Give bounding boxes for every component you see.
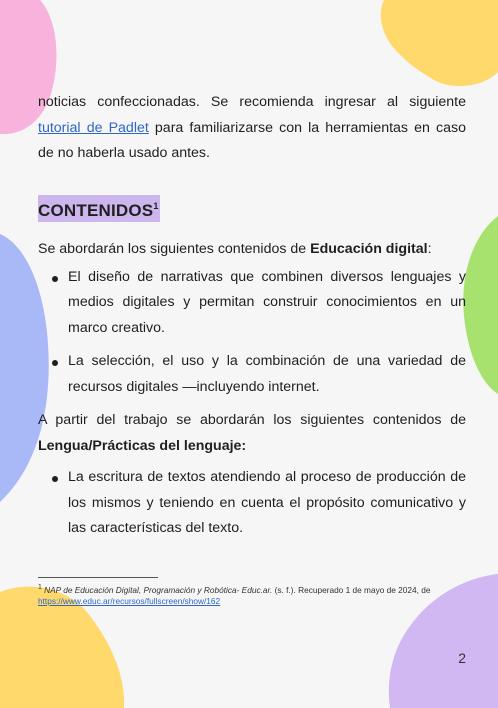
paragraph-padlet [38, 90, 466, 167]
bullet-icon [52, 276, 58, 282]
footnote-divider [38, 577, 158, 578]
section-heading-contenidos [38, 195, 160, 222]
list-item-text: El diseño de narrativas que combinen diversos lenguajes y medios digitales y permitan construir conocimientos en un marco creativo. [68, 268, 466, 336]
document-body [38, 90, 466, 542]
paragraph-text: A partir del trabajo se abordarán los siguientes contenidos de [38, 412, 466, 428]
footnote [38, 582, 466, 607]
footnote-source-title: NAP de Educación Digital, Programación y Robótica- Educ.ar. [44, 584, 273, 595]
footnote-url-link[interactable]: https://www.educ.ar/recursos/fullscreen/show/162 [38, 595, 221, 606]
list-item-text: La escritura de textos atendiendo al proceso de producción de los mismos y teniendo en cuenta el propósito comunicativo y las características del texto. [68, 469, 466, 536]
intro-paragraph [38, 237, 466, 263]
paragraph-text-continued: para familiarizarse con la herramientas en caso de no haberla usado antes. [38, 119, 466, 161]
page-number: 2 [458, 650, 466, 666]
bullet-icon [52, 360, 58, 366]
footnote-text: (s. f.). Recuperado 1 de mayo de 2024, de [272, 584, 431, 595]
paragraph-text: noticias confeccionadas. Se recomienda ingresar al siguiente [38, 94, 466, 110]
language-list [38, 465, 466, 542]
footnote-reference[interactable]: 1 [153, 200, 159, 211]
tutorial-padlet-link[interactable]: tutorial de Padlet [38, 119, 149, 136]
language-bold-subject: Lengua/Prácticas del lenguaje: [38, 437, 247, 454]
heading-text: CONTENIDOS [38, 200, 154, 220]
intro-colon: : [427, 241, 432, 257]
list-item [38, 265, 466, 342]
digital-education-list [38, 265, 466, 401]
yellow-blob-top-decoration [378, 0, 498, 90]
intro-bold-subject: Educación digital [310, 241, 428, 257]
list-item [38, 349, 466, 400]
list-item [38, 465, 466, 542]
footnote-mark: 1 [38, 584, 42, 591]
bullet-icon [52, 476, 58, 482]
language-paragraph [38, 408, 466, 459]
list-item-text: La selección, el uso y la combinación de una variedad de recursos digitales —incluyendo internet. [68, 353, 466, 395]
intro-text: Se abordarán los siguientes contenidos de [38, 241, 311, 257]
green-blob-decoration [462, 216, 498, 396]
